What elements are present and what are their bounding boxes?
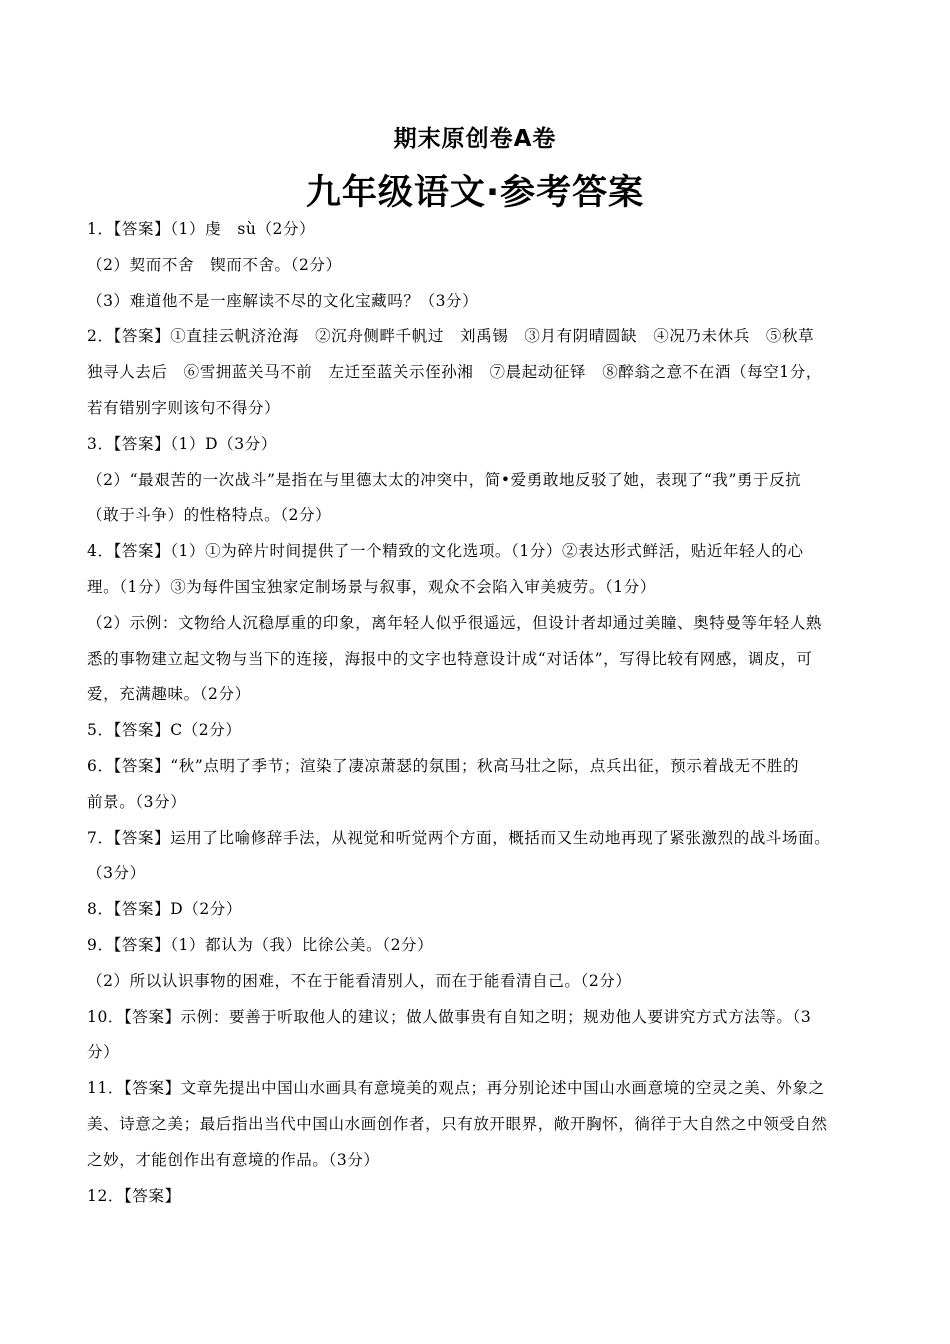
answer-line: 理。（1分）③为每件国宝独家定制场景与叙事，观众不会陷入审美疲劳。（1分）	[87, 577, 656, 596]
answer-line: 4．【答案】（1）①为碎片时间提供了一个精致的文化选项。（1分）②表达形式鲜活，贴近年轻人的心	[87, 542, 804, 561]
exam-subtitle: 期末原创卷A卷	[393, 126, 557, 152]
page-title: 九年级语文·参考答案	[305, 173, 645, 213]
answer-line: 若有错别字则该句不得分）	[87, 398, 281, 417]
answer-line: 美、诗意之美；最后指出当代中国山水画创作者，只有放开眼界，敞开胸怀，徜徉于大自然之中领受自然	[87, 1114, 828, 1133]
answer-line: 11．【答案】文章先提出中国山水画具有意境美的观点；再分别论述中国山水画意境的空灵之美、外象之	[87, 1079, 825, 1098]
answer-line: （敢于斗争）的性格特点。（2分）	[87, 506, 332, 525]
answer-line: 前景。（3分）	[87, 792, 187, 811]
answer-line: 爱，充满趣味。（2分）	[87, 685, 251, 704]
answer-line: 1．【答案】（1）虔 sù（2分）	[87, 220, 316, 238]
answer-line: 9．【答案】（1）都认为（我）比徐公美。（2分）	[87, 935, 434, 954]
answer-line: 12．【答案】	[87, 1186, 181, 1205]
answer-line: 2．【答案】①直挂云帆济沧海 ②沉舟侧畔千帆过 刘禹锡 ③月有阴晴圆缺 ④况乃未休兵 ⑤秋草	[87, 327, 815, 346]
answer-line: 10．【答案】示例：要善于听取他人的建议；做人做事贵有自知之明；规劝他人要讲究方式方法等。（3	[87, 1007, 812, 1026]
answer-line: 独寻人去后 ⑥雪拥蓝关马不前 左迁至蓝关示侄孙湘 ⑦晨起动征铎 ⑧醉翁之意不在酒（每空1分，	[87, 363, 822, 382]
answer-line: 分）	[87, 1043, 120, 1062]
answer-line: （3分）	[87, 864, 146, 883]
answer-line: 3．【答案】（1）D（3分）	[87, 434, 277, 453]
answer-line: 之妙，才能创作出有意境的作品。（3分）	[87, 1150, 380, 1169]
answer-line: （3）难道他不是一座解读不尽的文化宝藏吗？（3分）	[87, 291, 479, 310]
answer-line: 8．【答案】D（2分）	[87, 900, 243, 919]
answer-line: （2）“最艰苦的一次战斗”是指在与里德太太的冲突中，简•爱勇敢地反驳了她，表现了“我”勇于反抗	[87, 470, 802, 489]
answer-line: （2）所以认识事物的困难，不在于能看清别人，而在于能看清自己。（2分）	[87, 971, 632, 990]
answer-line: （2）契而不舍 锲而不舍。（2分）	[87, 255, 342, 274]
answer-line: 6．【答案】“秋”点明了季节；渲染了凄凉萧瑟的氛围；秋高马壮之际，点兵出征，预示着战无不胜的	[87, 756, 800, 775]
answer-line: 悉的事物建立起文物与当下的连接，海报中的文字也特意设计成“对话体”，写得比较有网感，调皮，可	[87, 649, 813, 668]
answer-line: 7．【答案】运用了比喻修辞手法，从视觉和听觉两个方面，概括而又生动地再现了紧张激烈的战斗场面。	[87, 828, 831, 847]
answer-line: （2）示例：文物给人沉稳厚重的印象，离年轻人似乎很遥远，但设计者却通过美瞳、奥特曼等年轻人熟	[87, 613, 822, 632]
answer-line: 5．【答案】C（2分）	[87, 721, 242, 740]
answer-body	[87, 212, 862, 1214]
